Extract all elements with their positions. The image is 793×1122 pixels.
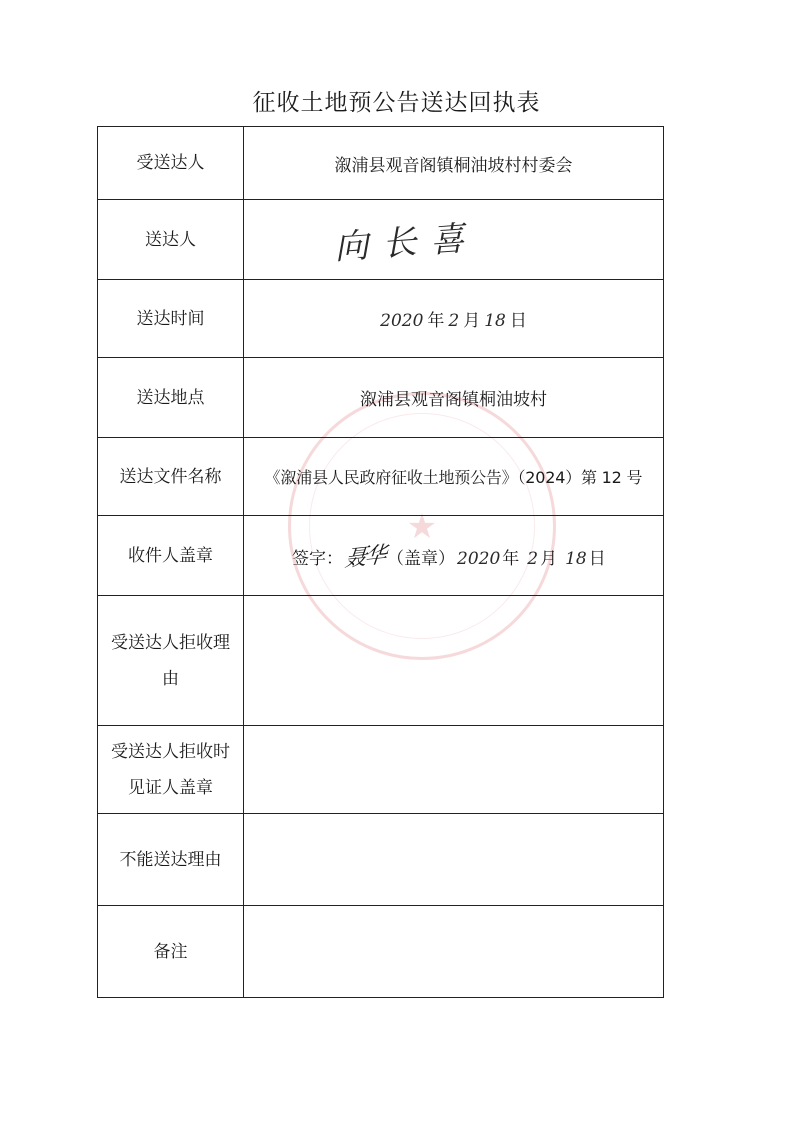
refusal-reason-value — [244, 596, 664, 726]
row-label: 备注 — [98, 906, 244, 998]
row-label: 送达时间 — [98, 280, 244, 358]
recipient-signature-line — [292, 540, 606, 571]
table-row — [98, 516, 664, 596]
table-row — [98, 127, 664, 200]
table-row — [98, 358, 664, 438]
receipt-table — [97, 126, 664, 998]
table-row — [98, 596, 664, 726]
row-label: 受送达人拒收时见证人盖章 — [98, 726, 244, 814]
table-row — [98, 814, 664, 906]
date-month: 2 — [448, 311, 460, 331]
date-year-char: 年 — [502, 549, 520, 569]
row-label: 受送达人 — [98, 127, 244, 200]
recipient-handwritten-signature: 聂华 — [343, 542, 387, 573]
date-year: 2020 — [380, 311, 424, 331]
delivery-place-value: 溆浦县观音阁镇桐油坡村 — [244, 358, 664, 438]
row-label: 受送达人拒收理由 — [98, 596, 244, 726]
date-day-char: 日 — [509, 311, 527, 331]
date-month: 2 — [527, 549, 539, 569]
table-row — [98, 280, 664, 358]
remarks-value — [244, 906, 664, 998]
recipient-value: 溆浦县观音阁镇桐油坡村村委会 — [244, 127, 664, 200]
delivery-time-cell — [244, 280, 664, 358]
undeliverable-reason-value — [244, 814, 664, 906]
date-month-char: 月 — [463, 311, 481, 331]
date-day: 18 — [565, 549, 587, 569]
table-row — [98, 906, 664, 998]
date-year-char: 年 — [427, 311, 445, 331]
row-label: 不能送达理由 — [98, 814, 244, 906]
page-title: 征收土地预公告送达回执表 — [252, 90, 541, 116]
table-row — [98, 726, 664, 814]
seal-star-icon: ★ — [406, 507, 438, 547]
date-year: 2020 — [457, 549, 501, 569]
seal-note: （盖章） — [387, 549, 456, 569]
table-row — [98, 200, 664, 280]
sign-prefix: 签字： — [292, 549, 343, 569]
row-label: 收件人盖章 — [98, 516, 244, 596]
date-day-char: 日 — [588, 549, 606, 569]
delivery-date — [380, 306, 527, 331]
recipient-seal-cell — [244, 516, 664, 596]
date-day: 18 — [484, 311, 506, 331]
row-label: 送达人 — [98, 200, 244, 280]
row-label: 送达地点 — [98, 358, 244, 438]
deliverer-handwritten-name: 向长喜 — [333, 218, 480, 268]
date-month-char: 月 — [540, 549, 558, 569]
table-row — [98, 438, 664, 516]
deliverer-signature-cell — [244, 200, 664, 280]
document-name-value: 《溆浦县人民政府征收土地预公告》（2024）第 12 号 — [244, 438, 664, 516]
row-label: 送达文件名称 — [98, 438, 244, 516]
witness-seal-value — [244, 726, 664, 814]
